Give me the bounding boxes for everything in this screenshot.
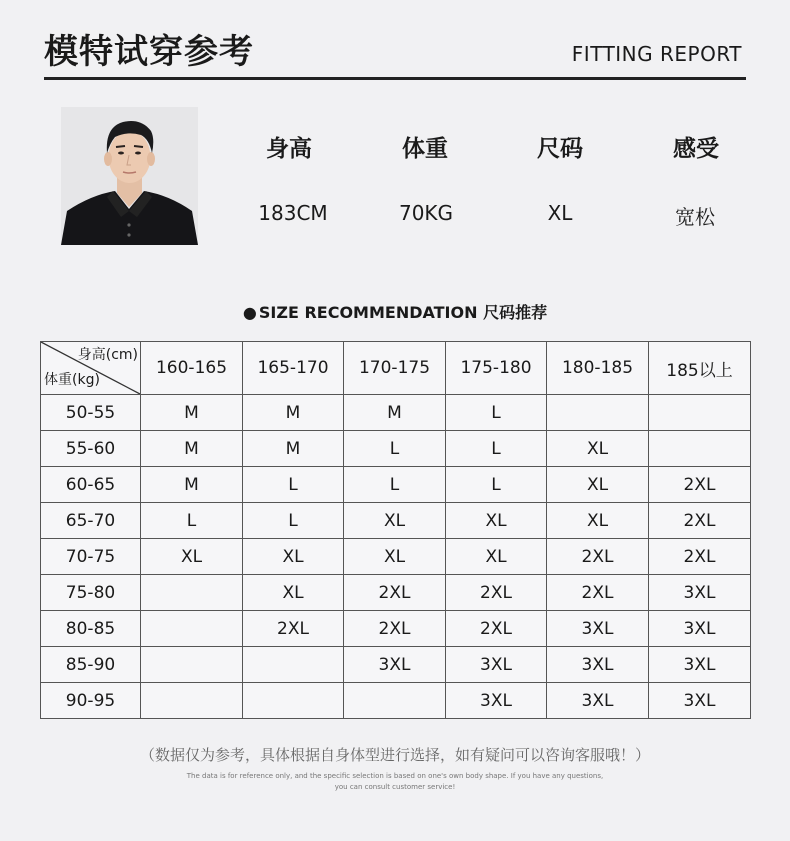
page-title: 模特试穿参考 [44,32,254,72]
row-weight-cell: 55-60 [41,431,141,467]
column-header: 165-170 [243,342,344,395]
size-cell: L [344,467,446,503]
table-row [41,503,751,539]
row-weight-cell: 50-55 [41,395,141,431]
size-cell: 3XL [547,647,649,683]
table-row [41,395,751,431]
size-cell: L [344,431,446,467]
feeling-value: 宽松 [675,205,715,229]
size-cell: 3XL [446,647,547,683]
column-header: 180-185 [547,342,649,395]
disclaimer-english-line-1: The data is for reference only, and the specific selection is based on one's own body shape. If you have any questions, [186,772,604,780]
disclaimer-chinese: （数据仅为参考，具体根据自身体型进行选择，如有疑问可以咨询客服哦！） [139,746,650,764]
table-row [41,575,751,611]
size-cell: XL [344,539,446,575]
column-header: 175-180 [446,342,547,395]
size-cell: 2XL [547,539,649,575]
height-label: 身高 [266,136,312,162]
height-value: 183CM [258,201,328,225]
size-cell: XL [547,431,649,467]
size-cell [649,395,751,431]
size-cell: XL [344,503,446,539]
weight-label: 体重 [402,136,448,162]
disclaimer-english [0,771,790,793]
size-cell [547,395,649,431]
size-cell: 3XL [547,683,649,719]
size-cell: 3XL [344,647,446,683]
header-divider [44,77,746,80]
size-cell: 2XL [344,611,446,647]
size-cell [141,611,243,647]
size-cell: 2XL [649,503,751,539]
corner-height-label: 身高(cm) [77,347,138,363]
table-row [41,647,751,683]
size-cell: L [446,467,547,503]
weight-value: 70KG [398,201,454,225]
size-cell: 2XL [243,611,344,647]
table-corner-cell [41,342,141,395]
row-weight-cell: 65-70 [41,503,141,539]
size-recommendation-heading [0,300,790,323]
column-header: 185以上 [649,342,751,395]
size-cell: XL [243,575,344,611]
model-portrait-image [61,107,198,245]
size-cell: XL [243,539,344,575]
feeling-label: 感受 [673,136,719,162]
column-header: 170-175 [344,342,446,395]
size-cell: M [141,395,243,431]
row-weight-cell: 60-65 [41,467,141,503]
row-weight-cell: 85-90 [41,647,141,683]
size-cell: L [446,431,547,467]
size-cell [649,431,751,467]
corner-weight-label: 体重(kg) [44,372,100,388]
size-cell: L [243,467,344,503]
size-cell: L [243,503,344,539]
size-cell: 3XL [649,575,751,611]
size-cell: L [141,503,243,539]
size-cell: M [344,395,446,431]
size-cell: 3XL [649,683,751,719]
table-row [41,467,751,503]
size-value: XL [547,201,573,225]
table-row [41,431,751,467]
size-cell: M [141,467,243,503]
size-cell: XL [547,503,649,539]
table-header-row [41,342,751,395]
disclaimer-english-line-2: you can consult customer service! [334,783,456,791]
size-cell: M [243,431,344,467]
row-weight-cell: 80-85 [41,611,141,647]
size-cell: 3XL [446,683,547,719]
size-cell: 2XL [344,575,446,611]
size-cell: M [141,431,243,467]
size-cell: 3XL [547,611,649,647]
size-cell: L [446,395,547,431]
size-cell: XL [446,503,547,539]
size-cell: 2XL [446,611,547,647]
table-row [41,683,751,719]
size-cell: XL [141,539,243,575]
column-header: 160-165 [141,342,243,395]
table-row [41,611,751,647]
row-weight-cell: 70-75 [41,539,141,575]
table-row [41,539,751,575]
size-chart-table [40,341,751,719]
size-cell [243,683,344,719]
size-cell: XL [547,467,649,503]
size-label: 尺码 [537,136,583,162]
size-cell [141,647,243,683]
size-cell: 2XL [547,575,649,611]
size-cell: 3XL [649,647,751,683]
page-subtitle: FITTING REPORT [571,42,742,66]
size-cell: M [243,395,344,431]
size-cell [243,647,344,683]
size-cell: XL [446,539,547,575]
size-cell: 2XL [649,539,751,575]
size-cell [344,683,446,719]
size-cell: 3XL [649,611,751,647]
row-weight-cell: 90-95 [41,683,141,719]
size-cell [141,575,243,611]
model-photo [61,107,198,245]
size-cell [141,683,243,719]
size-heading-text: SIZE RECOMMENDATION 尺码推荐 [258,303,548,322]
size-cell: 2XL [649,467,751,503]
size-cell: 2XL [446,575,547,611]
bullet-dot: ● [242,303,257,322]
row-weight-cell: 75-80 [41,575,141,611]
